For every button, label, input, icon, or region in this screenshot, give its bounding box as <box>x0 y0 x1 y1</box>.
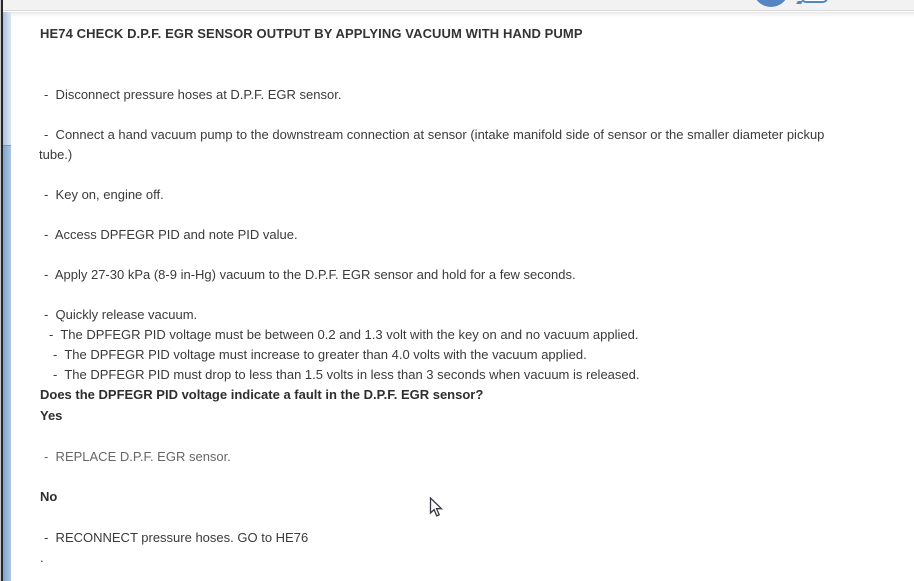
spec-no-vacuum: - The DPFEGR PID voltage must be between 0.2 and 1.3 volt with the key on and no vacuum applied. <box>49 327 639 342</box>
spec-vacuum-applied: - The DPFEGR PID voltage must increase to greater than 4.0 volts with the vacuum applied. <box>53 347 587 362</box>
step-connect-pump: - Connect a hand vacuum pump to the downstream connection at sensor (intake manifold side of sensor or the smaller diameter pickup <box>44 127 825 142</box>
document-icon[interactable] <box>801 0 828 3</box>
action-replace-sensor: - REPLACE D.P.F. EGR sensor. <box>44 449 231 464</box>
procedure-heading: HE74 CHECK D.P.F. EGR SENSOR OUTPUT BY APPLYING VACUUM WITH HAND PUMP <box>40 26 583 41</box>
mouse-cursor-icon <box>429 497 443 518</box>
spec-vacuum-released: - The DPFEGR PID must drop to less than 1.5 volts in less than 3 seconds when vacuum is released. <box>53 367 640 382</box>
step-connect-pump-wrap: tube.) <box>39 147 73 162</box>
answer-no-label: No <box>40 489 58 504</box>
step-disconnect-hoses: - Disconnect pressure hoses at D.P.F. EGR sensor. <box>44 87 342 102</box>
step-apply-vacuum: - Apply 27-30 kPa (8-9 in-Hg) vacuum to the D.P.F. EGR sensor and hold for a few seconds. <box>44 267 576 282</box>
question-text: Does the DPFEGR PID voltage indicate a fault in the D.P.F. EGR sensor? <box>40 387 484 402</box>
toolbar-shadow <box>3 12 914 17</box>
answer-yes-label: Yes <box>40 408 63 423</box>
vertical-scrollbar-track[interactable] <box>3 12 11 581</box>
action-reconnect-hoses: - RECONNECT pressure hoses. GO to HE76 <box>44 530 309 545</box>
vertical-scrollbar-thumb[interactable] <box>3 145 11 581</box>
step-release-vacuum: - Quickly release vacuum. <box>44 307 198 322</box>
step-key-on: - Key on, engine off. <box>44 187 164 202</box>
step-access-pid: - Access DPFEGR PID and note PID value. <box>44 227 298 242</box>
trailing-period: . <box>40 550 44 565</box>
